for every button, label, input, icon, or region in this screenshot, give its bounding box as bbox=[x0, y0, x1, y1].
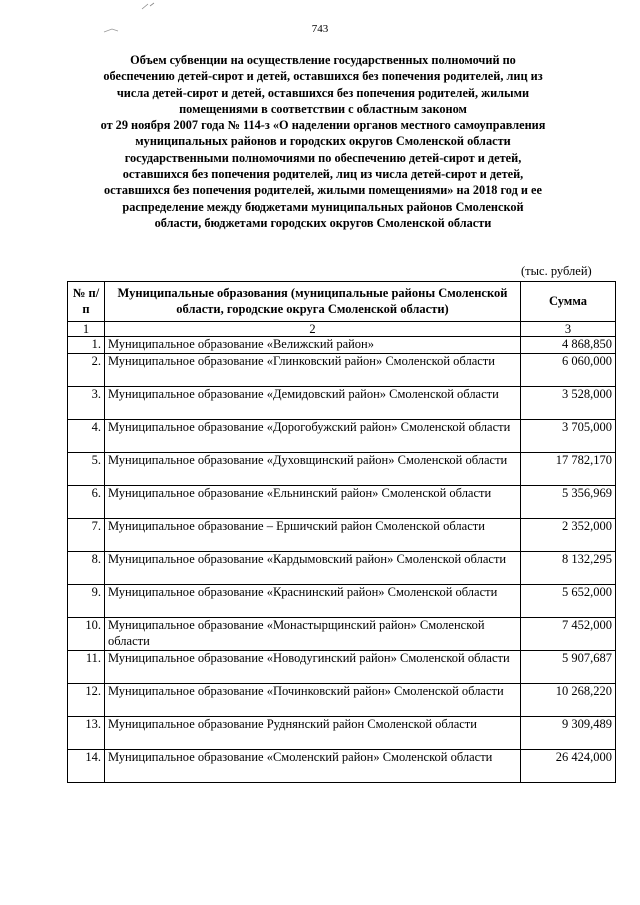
row-num: 3. bbox=[68, 387, 105, 420]
row-sum: 3 705,000 bbox=[521, 420, 616, 453]
row-name: Муниципальное образование «Глинковский район» Смоленской области bbox=[105, 354, 521, 387]
title-line: помещениями в соответствии с областным законом bbox=[179, 101, 467, 116]
row-name: Муниципальное образование «Духовщинский район» Смоленской области bbox=[105, 453, 521, 486]
page-number: 743 bbox=[311, 23, 329, 35]
row-name: Муниципальное образование «Демидовский район» Смоленской области bbox=[105, 387, 521, 420]
subvention-table bbox=[67, 281, 616, 783]
table-row bbox=[68, 420, 616, 453]
header-name: Муниципальные образования (муниципальные районы Смоленской области, городские округа Смоленской области) bbox=[105, 282, 521, 322]
title-line: от 29 ноября 2007 года № 114-з «О наделении органов местного самоуправления bbox=[100, 118, 546, 133]
title-line: государственными полномочиями по обеспечению детей-сирот и детей, bbox=[124, 150, 522, 165]
row-num: 7. bbox=[68, 519, 105, 552]
units-label: (тыс. рублей) bbox=[521, 264, 592, 278]
table-row bbox=[68, 387, 616, 420]
row-sum: 17 782,170 bbox=[521, 453, 616, 486]
header-sum: Сумма bbox=[521, 282, 616, 322]
row-num: 2. bbox=[68, 354, 105, 387]
row-num: 8. bbox=[68, 552, 105, 585]
document-title bbox=[40, 52, 606, 231]
row-name: Муниципальное образование «Ельнинский район» Смоленской области bbox=[105, 486, 521, 519]
row-name: Муниципальное образование «Смоленский район» Смоленской области bbox=[105, 750, 521, 783]
table-row bbox=[68, 486, 616, 519]
row-num: 12. bbox=[68, 684, 105, 717]
table-row bbox=[68, 651, 616, 684]
row-name: Муниципальное образование «Кардымовский район» Смоленской области bbox=[105, 552, 521, 585]
row-sum: 26 424,000 bbox=[521, 750, 616, 783]
title-line: муниципальных районов и городских округов Смоленской области bbox=[135, 134, 511, 149]
table-subheader-row bbox=[68, 322, 616, 337]
row-num: 6. bbox=[68, 486, 105, 519]
row-sum: 5 652,000 bbox=[521, 585, 616, 618]
row-name: Муниципальное образование «Монастырщинский район» Смоленской области bbox=[105, 618, 521, 651]
table-row bbox=[68, 519, 616, 552]
subheader-1: 1 bbox=[68, 322, 105, 337]
table-row bbox=[68, 684, 616, 717]
row-name: Муниципальное образование «Новодугинский район» Смоленской области bbox=[105, 651, 521, 684]
row-num: 14. bbox=[68, 750, 105, 783]
table-row bbox=[68, 717, 616, 750]
row-num: 4. bbox=[68, 420, 105, 453]
row-sum: 2 352,000 bbox=[521, 519, 616, 552]
row-num: 1. bbox=[68, 337, 105, 354]
row-sum: 7 452,000 bbox=[521, 618, 616, 651]
table-row bbox=[68, 585, 616, 618]
header-num: № п/п bbox=[68, 282, 105, 322]
title-line: числа детей-сирот и детей, оставшихся без попечения родителей, жилыми bbox=[116, 85, 530, 100]
row-sum: 9 309,489 bbox=[521, 717, 616, 750]
table-header-row bbox=[68, 282, 616, 322]
table-row bbox=[68, 552, 616, 585]
subheader-3: 3 bbox=[521, 322, 616, 337]
title-line: оставшихся без попечения родителей, жилыми помещениями» на 2018 год и ее bbox=[104, 183, 542, 198]
row-name: Муниципальное образование «Дорогобужский район» Смоленской области bbox=[105, 420, 521, 453]
row-sum: 4 868,850 bbox=[521, 337, 616, 354]
row-num: 13. bbox=[68, 717, 105, 750]
row-name: Муниципальное образование «Краснинский район» Смоленской области bbox=[105, 585, 521, 618]
table-row bbox=[68, 453, 616, 486]
title-line: Объем субвенции на осуществление государственных полномочий по bbox=[130, 53, 516, 67]
row-name: Муниципальное образование Руднянский район Смоленской области bbox=[105, 717, 521, 750]
row-sum: 3 528,000 bbox=[521, 387, 616, 420]
row-num: 10. bbox=[68, 618, 105, 651]
title-line: оставшихся без попечения родителей, лиц из числа детей-сирот и детей, bbox=[122, 167, 524, 182]
table-row bbox=[68, 750, 616, 783]
row-sum: 10 268,220 bbox=[521, 684, 616, 717]
row-sum: 8 132,295 bbox=[521, 552, 616, 585]
table-row bbox=[68, 354, 616, 387]
table-row bbox=[68, 618, 616, 651]
row-name: Муниципальное образование «Починковский район» Смоленской области bbox=[105, 684, 521, 717]
row-num: 5. bbox=[68, 453, 105, 486]
row-name: Муниципальное образование «Велижский район» bbox=[105, 337, 521, 354]
title-line: области, бюджетами городских округов Смоленской области bbox=[154, 215, 492, 230]
title-line: обеспечению детей-сирот и детей, оставшихся без попечения родителей, лиц из bbox=[103, 69, 543, 84]
row-num: 11. bbox=[68, 651, 105, 684]
row-sum: 5 356,969 bbox=[521, 486, 616, 519]
row-name: Муниципальное образование – Ершичский район Смоленской области bbox=[105, 519, 521, 552]
row-sum: 6 060,000 bbox=[521, 354, 616, 387]
subheader-2: 2 bbox=[105, 322, 521, 337]
table-row bbox=[68, 337, 616, 354]
row-num: 9. bbox=[68, 585, 105, 618]
title-line: распределение между бюджетами муниципальных районов Смоленской bbox=[122, 199, 524, 214]
row-sum: 5 907,687 bbox=[521, 651, 616, 684]
